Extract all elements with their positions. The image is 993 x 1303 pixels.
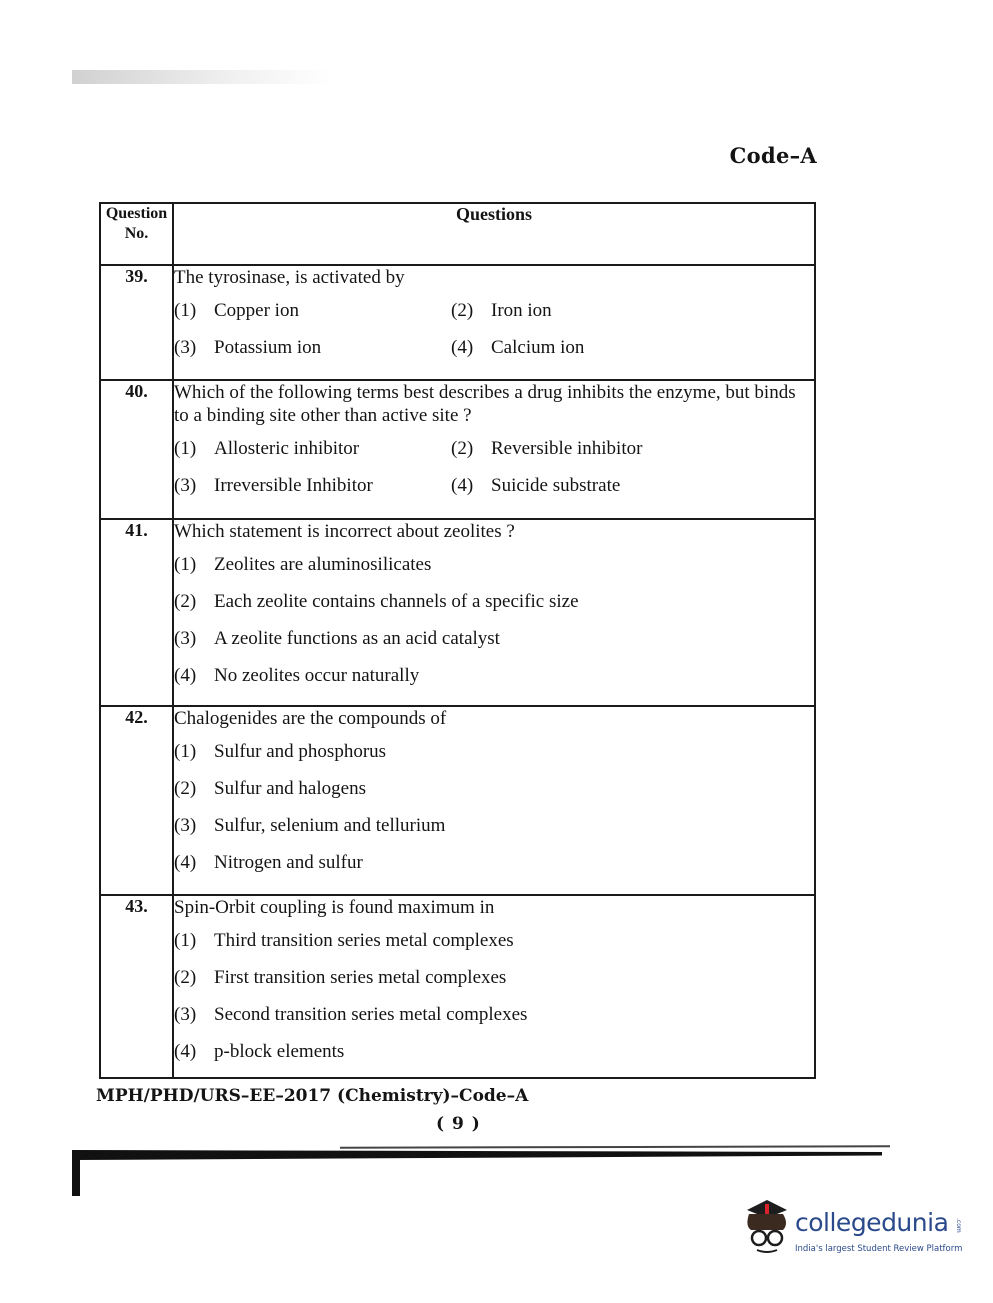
exam-footer: MPH/PHD/URS–EE–2017 (Chemistry)–Code–A [96, 1086, 529, 1106]
question-stem: Which statement is incorrect about zeolites ? [174, 521, 515, 542]
question-number: 41. [100, 519, 173, 706]
options [174, 553, 814, 687]
option-text: Copper ion [214, 300, 299, 321]
option-number: (4) [174, 1041, 197, 1062]
option [174, 553, 814, 576]
option-number: (4) [174, 852, 197, 873]
brand-tagline: India's largest Student Review Platform [795, 1244, 963, 1254]
question-row [100, 519, 815, 706]
option-number: (4) [451, 475, 474, 496]
option-number: (2) [451, 300, 474, 321]
question-table [99, 202, 816, 1079]
option-text: Second transition series metal complexes [214, 1004, 528, 1025]
option-text: Each zeolite contains channels of a specific size [214, 591, 579, 612]
option-text: Nitrogen and sulfur [214, 852, 363, 873]
question-row [100, 265, 815, 380]
collegedunia-watermark [737, 1196, 967, 1266]
question-number: 42. [100, 706, 173, 895]
option-text: Suicide substrate [491, 475, 621, 496]
options [174, 437, 814, 497]
option [174, 966, 814, 989]
question-stem: Which of the following terms best describes a drug inhibits the enzyme, but binds to a binding site other than active site ? [174, 382, 796, 426]
column-header-questions: Questions [173, 203, 815, 265]
options [174, 740, 814, 874]
option-number: (3) [174, 475, 197, 496]
option-number: (1) [174, 300, 197, 321]
option [451, 474, 814, 497]
option-number: (3) [174, 337, 197, 358]
brand-suffix: .com [955, 1218, 962, 1233]
option-text: Potassium ion [214, 337, 322, 358]
question-body [173, 895, 815, 1078]
option-number: (1) [174, 930, 197, 951]
option-text: Third transition series metal complexes [214, 930, 514, 951]
option-text: Zeolites are aluminosilicates [214, 554, 432, 575]
option [174, 474, 451, 497]
option [451, 299, 814, 322]
question-number: 39. [100, 265, 173, 380]
question-stem: Spin-Orbit coupling is found maximum in [174, 897, 495, 918]
option-text: No zeolites occur naturally [214, 665, 420, 686]
option-text: Allosteric inhibitor [214, 438, 360, 459]
option-text: Reversible inhibitor [491, 438, 643, 459]
scan-line [340, 1145, 890, 1148]
option-text: Sulfur, selenium and tellurium [214, 815, 446, 836]
option [174, 336, 451, 359]
option-text: Irreversible Inhibitor [214, 475, 373, 496]
option [174, 1040, 814, 1063]
scan-edge-bar [72, 1150, 882, 1160]
mascot-icon [737, 1196, 793, 1256]
option [174, 437, 451, 460]
option [174, 777, 814, 800]
option-number: (4) [451, 337, 474, 358]
option [174, 299, 451, 322]
options [174, 929, 814, 1063]
question-body [173, 265, 815, 380]
option-number: (2) [451, 438, 474, 459]
option [451, 437, 814, 460]
question-stem: The tyrosinase, is activated by [174, 267, 405, 288]
question-row [100, 380, 815, 519]
paper-code: Code–A [729, 143, 817, 168]
brand-name: collegedunia [795, 1208, 949, 1237]
option-text: A zeolite functions as an acid catalyst [214, 628, 500, 649]
option [174, 627, 814, 650]
question-row [100, 895, 815, 1078]
option-text: First transition series metal complexes [214, 967, 507, 988]
question-number: 40. [100, 380, 173, 519]
option-number: (1) [174, 554, 197, 575]
option-number: (1) [174, 741, 197, 762]
option [174, 1003, 814, 1026]
page-number: ( 9 ) [436, 1114, 481, 1134]
option-number: (4) [174, 665, 197, 686]
option-number: (3) [174, 815, 197, 836]
option-text: Iron ion [491, 300, 552, 321]
option-text: Sulfur and phosphorus [214, 741, 387, 762]
option-text: p-block elements [214, 1041, 345, 1062]
option [174, 740, 814, 763]
question-body [173, 380, 815, 519]
option-number: (3) [174, 628, 197, 649]
question-stem: Chalogenides are the compounds of [174, 708, 447, 729]
option [174, 590, 814, 613]
question-number: 43. [100, 895, 173, 1078]
table-header-row [100, 203, 815, 265]
option [174, 929, 814, 952]
question-body [173, 519, 815, 706]
option-number: (3) [174, 1004, 197, 1025]
question-body [173, 706, 815, 895]
option-number: (2) [174, 778, 197, 799]
option [174, 851, 814, 874]
option-number: (1) [174, 438, 197, 459]
scan-edge-corner [72, 1150, 80, 1196]
option-number: (2) [174, 591, 197, 612]
option [174, 664, 814, 687]
column-header-question-no: Question No. [100, 203, 173, 265]
question-row [100, 706, 815, 895]
option-text: Calcium ion [491, 337, 585, 358]
scan-smudge [72, 70, 332, 84]
option [451, 336, 814, 359]
option-number: (2) [174, 967, 197, 988]
options [174, 299, 814, 359]
option-text: Sulfur and halogens [214, 778, 366, 799]
option [174, 814, 814, 837]
